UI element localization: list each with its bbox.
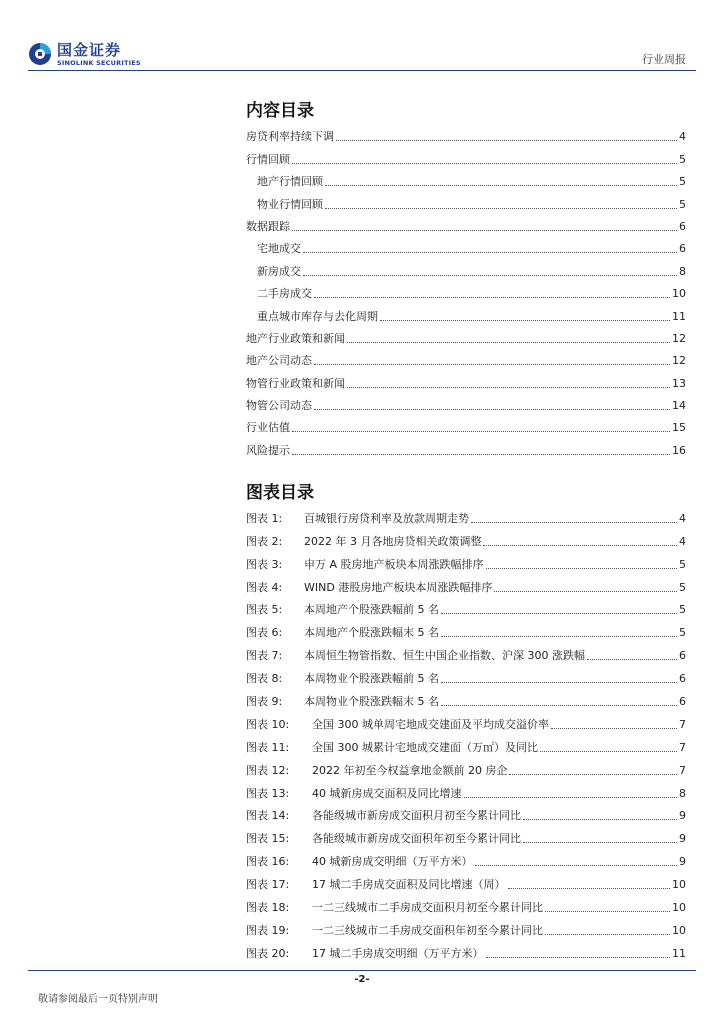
figure-entry-number: 图表 9:: [246, 695, 283, 709]
figure-entry-page: 6: [679, 672, 686, 686]
report-type: 行业周报: [642, 53, 686, 66]
figure-entry-number: 图表 8:: [246, 672, 283, 686]
toc-entry-label: 行情回顾: [246, 152, 290, 166]
toc-title: 内容目录: [246, 101, 314, 121]
figure-entry-page: 7: [679, 740, 686, 754]
toc-entry-page: 13: [672, 376, 686, 390]
leader-dots: [347, 342, 670, 343]
toc-entry-page: 6: [679, 242, 686, 256]
figure-entry[interactable]: [246, 686, 686, 709]
page-header: [0, 0, 724, 75]
leader-dots: [540, 751, 677, 752]
figure-entry-label: 2022 年 3 月各地房贷相关政策调整: [304, 534, 482, 548]
figure-entry-label: 全国 300 城单周宅地成交建面及平均成交溢价率: [312, 717, 549, 731]
toc-entry[interactable]: [246, 368, 686, 390]
figure-entry-number: 图表 13:: [246, 786, 290, 800]
toc-entry-page: 16: [672, 443, 686, 457]
leader-dots: [464, 797, 678, 798]
figure-entry-label: 40 城新房成交面积及同比增速: [312, 786, 462, 800]
figure-entry-label: 17 城二手房成交明细（万平方米）: [312, 946, 484, 960]
leader-dots: [483, 545, 677, 546]
toc-entry-label: 物管行业政策和新闻: [246, 376, 345, 390]
toc-entry-page: 4: [679, 130, 686, 144]
figure-entry[interactable]: [246, 846, 686, 869]
figure-entry-label: 一二三线城市二手房成交面积月初至今累计同比: [312, 901, 543, 915]
figure-entry[interactable]: [246, 755, 686, 778]
figure-entry-label: 百城银行房贷利率及放款周期走势: [304, 511, 469, 525]
toc-entry[interactable]: [246, 391, 686, 413]
figure-entry-number: 图表 19:: [246, 923, 290, 937]
figure-entry-number: 图表 17:: [246, 878, 290, 892]
figure-entry-number: 图表 11:: [246, 740, 290, 754]
toc-entry-page: 12: [672, 331, 686, 345]
figure-entry-number: 图表 4:: [246, 580, 283, 594]
figure-entry-number: 图表 12:: [246, 763, 290, 777]
toc-entry[interactable]: [246, 122, 686, 144]
leader-dots: [314, 297, 670, 298]
figure-entry[interactable]: [246, 503, 686, 526]
figure-entry[interactable]: [246, 663, 686, 686]
figure-entry[interactable]: [246, 572, 686, 595]
figure-entry-label: WIND 港股房地产板块本周涨跌幅排序: [304, 580, 493, 594]
footer-disclaimer: 敬请参阅最后一页特别声明: [38, 994, 158, 1005]
figure-entry-page: 9: [679, 809, 686, 823]
toc-entry-label: 风险提示: [246, 443, 290, 457]
leader-dots: [314, 364, 670, 365]
figure-entry-label: 40 城新房成交明细（万平方米）: [312, 855, 473, 869]
leader-dots: [508, 888, 671, 889]
figure-list: [246, 503, 686, 961]
leader-dots: [509, 774, 677, 775]
leader-dots: [545, 934, 670, 935]
figure-entry-page: 5: [679, 557, 686, 571]
toc-entry-label: 地产行情回顾: [257, 175, 323, 189]
logo-mark-icon: [28, 42, 52, 66]
toc-entry-label: 宅地成交: [257, 242, 301, 256]
leader-dots: [587, 659, 677, 660]
toc-entry-label: 重点城市库存与去化周期: [257, 309, 378, 323]
toc-entry-page: 11: [672, 309, 686, 323]
figure-entry[interactable]: [246, 938, 686, 961]
toc-entry-label: 行业估值: [246, 421, 290, 435]
company-logo: [28, 41, 141, 68]
figure-entry-page: 5: [679, 580, 686, 594]
toc-entry-label: 物管公司动态: [246, 399, 312, 413]
toc-entry-page: 14: [672, 399, 686, 413]
leader-dots: [303, 275, 677, 276]
toc-entry-label: 地产公司动态: [246, 354, 312, 368]
figure-entry-number: 图表 18:: [246, 901, 290, 915]
toc-entry-label: 二手房成交: [257, 287, 312, 301]
figure-entry-page: 4: [679, 534, 686, 548]
toc-entry[interactable]: [246, 413, 686, 435]
toc-entry[interactable]: [246, 167, 686, 189]
leader-dots: [292, 431, 670, 432]
figure-entry-number: 图表 5:: [246, 603, 283, 617]
figure-entry-page: 7: [679, 763, 686, 777]
figure-entry-number: 图表 14:: [246, 809, 290, 823]
toc-entry-page: 10: [672, 287, 686, 301]
header-divider: [28, 70, 696, 71]
leader-dots: [303, 252, 677, 253]
figure-entry-label: 全国 300 城累计宅地成交建面（万㎡）及同比: [312, 740, 538, 754]
leader-dots: [441, 705, 677, 706]
leader-dots: [292, 163, 677, 164]
toc-entry[interactable]: [246, 212, 686, 234]
toc-entry[interactable]: [246, 189, 686, 211]
figure-entry-page: 8: [679, 786, 686, 800]
toc-entry-label: 地产行业政策和新闻: [246, 331, 345, 345]
figure-entry-number: 图表 2:: [246, 534, 283, 548]
figure-entry-label: 本周物业个股涨跌幅末 5 名: [304, 695, 439, 709]
figure-entry[interactable]: [246, 709, 686, 732]
leader-dots: [325, 208, 677, 209]
leader-dots: [441, 636, 677, 637]
leader-dots: [292, 230, 677, 231]
figure-entry-page: 10: [672, 901, 686, 915]
toc-entry[interactable]: [246, 301, 686, 323]
figure-entry[interactable]: [246, 617, 686, 640]
figure-entry-label: 本周地产个股涨跌幅末 5 名: [304, 626, 439, 640]
toc-entry-page: 5: [679, 175, 686, 189]
figure-entry[interactable]: [246, 869, 686, 892]
toc-entry[interactable]: [246, 279, 686, 301]
figure-entry-number: 图表 1:: [246, 511, 283, 525]
page-number: -2-: [354, 974, 370, 985]
footer-divider: [28, 970, 696, 971]
toc-entry[interactable]: [246, 234, 686, 256]
figure-entry[interactable]: [246, 778, 686, 801]
figure-entry-number: 图表 6:: [246, 626, 283, 640]
leader-dots: [292, 454, 670, 455]
figure-entry-number: 图表 10:: [246, 717, 290, 731]
leader-dots: [545, 911, 670, 912]
figure-list-title: 图表目录: [246, 483, 314, 503]
leader-dots: [551, 728, 677, 729]
figure-entry[interactable]: [246, 595, 686, 618]
figure-entry-page: 6: [679, 695, 686, 709]
figure-entry-label: 2022 年初至今权益拿地金额前 20 房企: [312, 763, 508, 777]
toc-entry-page: 5: [679, 152, 686, 166]
leader-dots: [314, 409, 670, 410]
leader-dots: [336, 140, 677, 141]
figure-entry-label: 一二三线城市二手房成交面积年初至今累计同比: [312, 923, 543, 937]
logo-chinese-name: 国金证券: [57, 41, 122, 59]
leader-dots: [486, 568, 677, 569]
toc-entry-page: 5: [679, 197, 686, 211]
figure-entry-label: 各能级城市新房成交面积年初至今累计同比: [312, 832, 521, 846]
toc-entry[interactable]: [246, 346, 686, 368]
figure-entry-page: 6: [679, 649, 686, 663]
leader-dots: [441, 613, 677, 614]
figure-entry-page: 5: [679, 603, 686, 617]
toc-list: [246, 122, 686, 458]
leader-dots: [523, 819, 677, 820]
toc-entry-page: 12: [672, 354, 686, 368]
figure-entry-number: 图表 16:: [246, 855, 290, 869]
figure-entry-page: 10: [672, 878, 686, 892]
figure-entry-label: 17 城二手房成交面积及同比增速（周）: [312, 878, 506, 892]
figure-entry[interactable]: [246, 732, 686, 755]
leader-dots: [380, 320, 670, 321]
figure-entry-page: 4: [679, 511, 686, 525]
leader-dots: [325, 185, 677, 186]
figure-entry-number: 图表 7:: [246, 649, 283, 663]
toc-entry-page: 8: [679, 264, 686, 278]
toc-entry[interactable]: [246, 144, 686, 166]
figure-entry[interactable]: [246, 640, 686, 663]
figure-entry-label: 本周物业个股涨跌幅前 5 名: [304, 672, 439, 686]
figure-entry-page: 9: [679, 832, 686, 846]
leader-dots: [486, 957, 671, 958]
figure-entry[interactable]: [246, 892, 686, 915]
toc-entry-page: 15: [672, 421, 686, 435]
figure-entry[interactable]: [246, 823, 686, 846]
figure-entry[interactable]: [246, 549, 686, 572]
logo-english-name: SINOLINK SECURITIES: [57, 59, 141, 67]
figure-entry-page: 7: [679, 717, 686, 731]
figure-entry[interactable]: [246, 526, 686, 549]
toc-entry[interactable]: [246, 324, 686, 346]
figure-entry-page: 5: [679, 626, 686, 640]
leader-dots: [494, 591, 677, 592]
toc-entry-label: 数据跟踪: [246, 219, 290, 233]
figure-entry-page: 10: [672, 923, 686, 937]
leader-dots: [471, 522, 677, 523]
toc-entry[interactable]: [246, 256, 686, 278]
figure-entry-page: 9: [679, 855, 686, 869]
figure-entry-number: 图表 3:: [246, 557, 283, 571]
toc-entry-label: 物业行情回顾: [257, 197, 323, 211]
figure-entry-label: 申万 A 股房地产板块本周涨跌幅排序: [304, 557, 484, 571]
toc-entry-page: 6: [679, 219, 686, 233]
toc-entry-label: 新房成交: [257, 264, 301, 278]
figure-entry-label: 本周恒生物管指数、恒生中国企业指数、沪深 300 涨跌幅: [304, 649, 585, 663]
figure-entry-label: 本周地产个股涨跌幅前 5 名: [304, 603, 439, 617]
figure-entry-label: 各能级城市新房成交面积月初至今累计同比: [312, 809, 521, 823]
leader-dots: [523, 842, 677, 843]
leader-dots: [441, 682, 677, 683]
toc-entry[interactable]: [246, 435, 686, 457]
leader-dots: [347, 387, 670, 388]
figure-entry-number: 图表 15:: [246, 832, 290, 846]
figure-entry[interactable]: [246, 915, 686, 938]
figure-entry[interactable]: [246, 801, 686, 824]
leader-dots: [475, 865, 678, 866]
figure-entry-number: 图表 20:: [246, 946, 290, 960]
toc-entry-label: 房贷利率持续下调: [246, 130, 334, 144]
figure-entry-page: 11: [672, 946, 686, 960]
